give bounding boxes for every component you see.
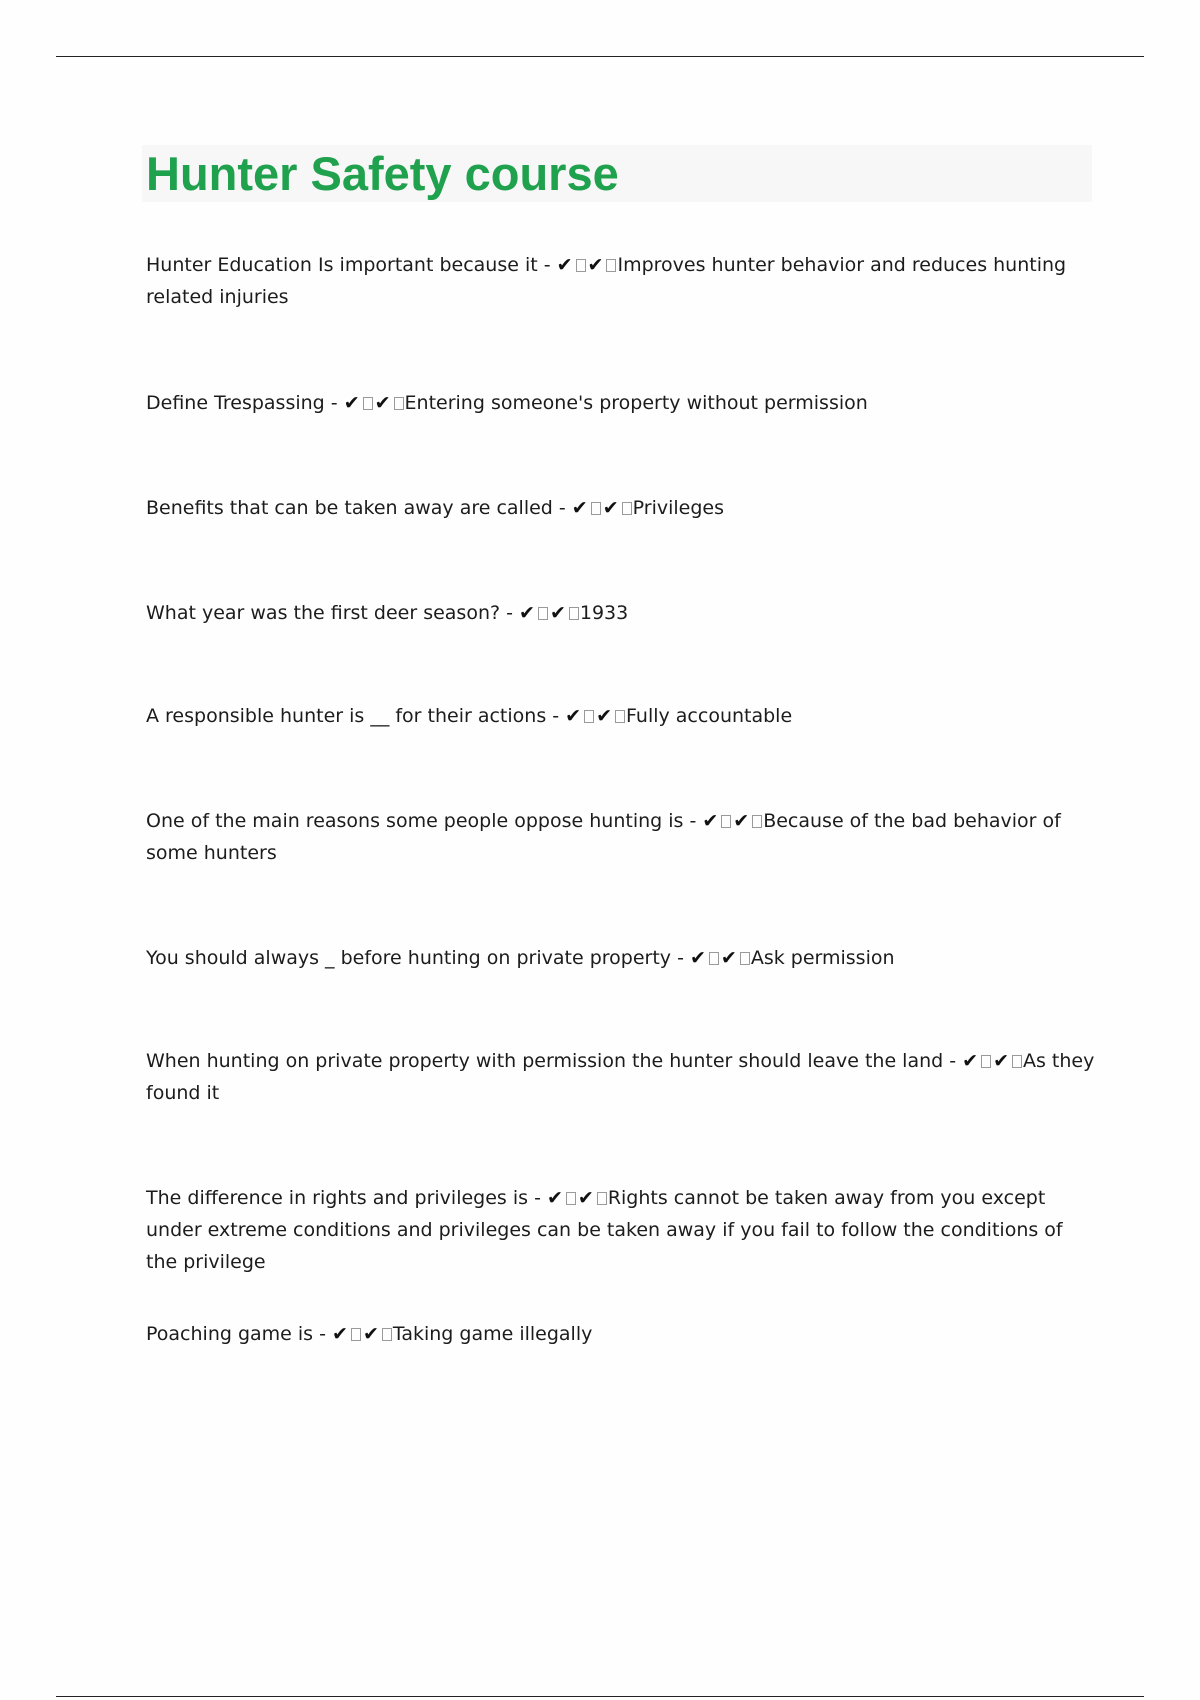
answer-text: As they found it	[146, 1050, 1095, 1104]
check-icon: ✔	[702, 810, 719, 832]
header-rule	[56, 56, 1144, 57]
qa-item: When hunting on private property with permission the hunter should leave the land - ✔ ✔ As they found it	[146, 1050, 1095, 1104]
check-icon: ✔	[962, 1050, 979, 1072]
check-icon: ✔	[689, 947, 706, 969]
qa-item: You should always _ before hunting on private property - ✔ ✔ Ask permission	[146, 947, 895, 969]
check-icon: ✔	[374, 392, 391, 414]
box-icon	[615, 710, 625, 723]
question-text: One of the main reasons some people oppose hunting is	[146, 810, 684, 832]
qa-item: Hunter Education Is important because it - ✔ ✔ Improves hunter behavior and reduces hunting related injuries	[146, 254, 1067, 308]
answer-text: Entering someone's property without permission	[404, 392, 868, 414]
question-text: You should always _ before hunting on private property	[146, 947, 672, 969]
answer-text: Improves hunter behavior and reduces hunting related injuries	[146, 254, 1067, 308]
check-icon: ✔	[556, 254, 573, 276]
check-icon: ✔	[596, 705, 613, 727]
qa-item: Benefits that can be taken away are called - ✔ ✔ Privileges	[146, 497, 724, 519]
qa-item: The difference in rights and privileges is - ✔ ✔ Rights cannot be taken away from you except under extreme conditions and privileges can be taken away if you fail to follow the conditions of the privilege	[146, 1187, 1063, 1273]
box-icon	[981, 1055, 991, 1068]
box-icon	[351, 1328, 361, 1341]
answer-text: Privileges	[632, 497, 724, 519]
qa-item: A responsible hunter is __ for their actions - ✔ ✔ Fully accountable	[146, 705, 793, 727]
box-icon	[752, 815, 762, 828]
box-icon	[394, 397, 404, 410]
check-icon: ✔	[571, 497, 588, 519]
check-icon: ✔	[546, 1187, 563, 1209]
box-icon	[363, 397, 373, 410]
question-text: When hunting on private property with permission the hunter should leave the land	[146, 1050, 944, 1072]
box-icon	[606, 259, 616, 272]
box-icon	[709, 952, 719, 965]
check-icon: ✔	[577, 1187, 594, 1209]
question-text: Define Trespassing	[146, 392, 325, 414]
qa-item: What year was the first deer season? - ✔ ✔ 1933	[146, 602, 629, 624]
qa-item: Poaching game is - ✔ ✔ Taking game illegally	[146, 1323, 593, 1345]
question-text: A responsible hunter is __ for their actions	[146, 705, 547, 727]
answer-text: Fully accountable	[626, 705, 793, 727]
question-text: What year was the first deer season?	[146, 602, 501, 624]
check-icon: ✔	[565, 705, 582, 727]
answer-text: 1933	[579, 602, 629, 624]
box-icon	[584, 710, 594, 723]
check-icon: ✔	[519, 602, 535, 624]
check-icon: ✔	[362, 1323, 379, 1345]
check-icon: ✔	[343, 392, 360, 414]
box-icon	[740, 952, 750, 965]
box-icon	[538, 607, 548, 620]
qa-item: One of the main reasons some people oppose hunting is - ✔ ✔ Because of the bad behavior of some hunters	[146, 810, 1061, 864]
answer-text: Ask permission	[750, 947, 895, 969]
question-text: Poaching game is	[146, 1323, 314, 1345]
answer-text: Because of the bad behavior of some hunters	[146, 810, 1061, 864]
box-icon	[622, 502, 632, 515]
box-icon	[566, 1192, 576, 1205]
answer-text: Taking game illegally	[392, 1323, 593, 1345]
check-icon: ✔	[733, 810, 750, 832]
question-text: The difference in rights and privileges is	[146, 1187, 529, 1209]
box-icon	[1012, 1055, 1022, 1068]
check-icon: ✔	[332, 1323, 348, 1345]
box-icon	[591, 502, 601, 515]
check-icon: ✔	[602, 497, 619, 519]
box-icon	[576, 259, 586, 272]
document-title: Hunter Safety course	[146, 147, 619, 200]
question-text: Benefits that can be taken away are called	[146, 497, 553, 519]
footer-rule	[56, 1696, 1144, 1697]
box-icon	[597, 1192, 607, 1205]
answer-text: Rights cannot be taken away from you except under extreme conditions and privileges can be taken away if you fail to follow the conditions of the privilege	[146, 1187, 1063, 1273]
qa-item: Define Trespassing - ✔ ✔ Entering someone's property without permission	[146, 392, 868, 414]
check-icon: ✔	[587, 254, 604, 276]
box-icon	[721, 815, 731, 828]
box-icon	[382, 1328, 392, 1341]
question-text: Hunter Education Is important because it	[146, 254, 538, 276]
check-icon: ✔	[993, 1050, 1009, 1072]
box-icon	[569, 607, 579, 620]
check-icon: ✔	[549, 602, 566, 624]
check-icon: ✔	[720, 947, 737, 969]
